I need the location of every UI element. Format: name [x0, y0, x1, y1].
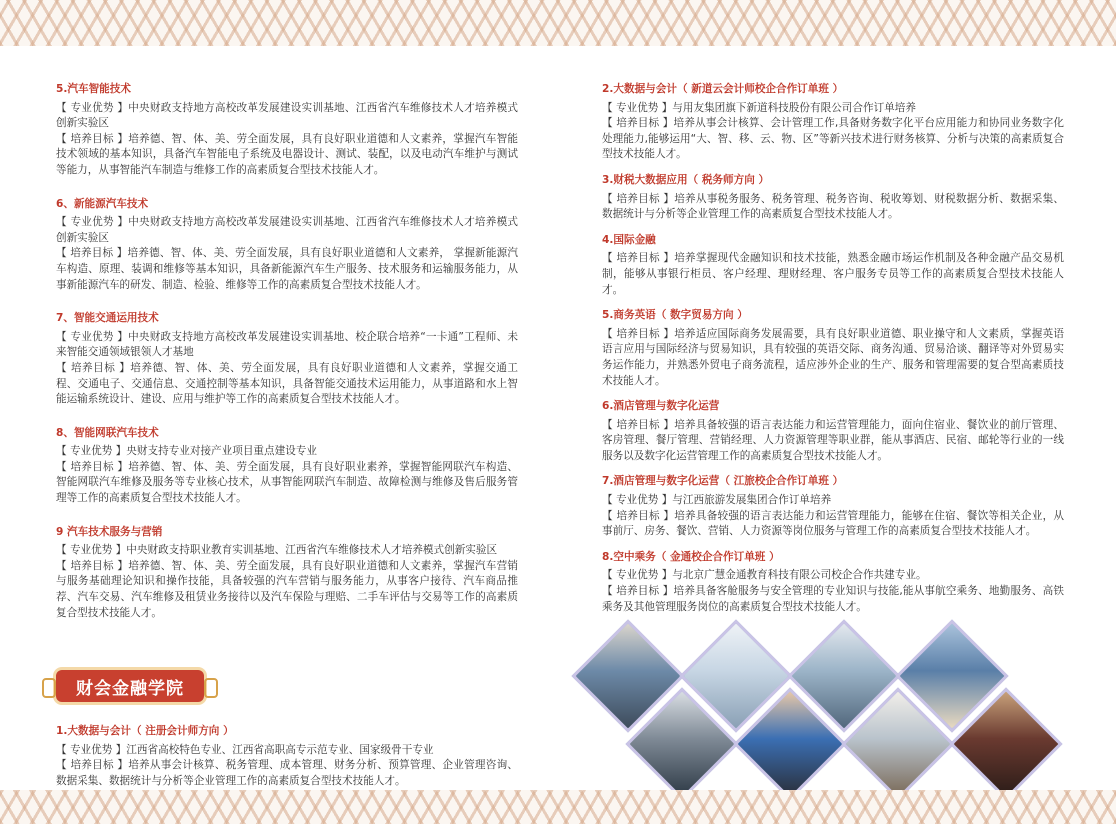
section-paragraph: 【 专业优势 】中央财政支持地方高校改革发展建设实训基地、江西省汽车维修技术人才培养模式创新实验区 — [56, 101, 518, 130]
program-section — [602, 173, 1064, 223]
school-name-banner: 财会金融学院 — [56, 670, 204, 702]
section-paragraph: 【 培养目标 】培养具备客舱服务与安全管理的专业知识与技能,能从事航空乘务、地勤服务、高铁乘务及其他管理服务岗位的高素质复合型技术技能人才。 — [602, 585, 1064, 613]
section-title: 3.财税大数据应用（ 税务师方向 ） — [602, 173, 770, 186]
section-paragraph: 【 专业优势 】与北京广慧金通教育科技有限公司校企合作共建专业。 — [602, 569, 927, 582]
section-paragraph: 【 培养目标 】培养适应国际商务发展需要，具有良好职业道德、职业操守和人文素质，掌握英语语言应用与国际经济与贸易知识，具有较强的英语交际、商务沟通、贸易洽谈、翻译等对外贸易实务运作能力，并熟悉外贸电子商务流程，适应涉外企业的生产、服务和管理需要的复合型高素质技术技能人才。 — [602, 327, 1064, 387]
section-paragraph: 【 专业优势 】中央财政支持地方高校改革发展建设实训基地、江西省汽车维修技术人才培养模式创新实验区 — [56, 216, 518, 244]
section-paragraph: 【 专业优势 】央财支持专业对接产业项目重点建设专业 — [56, 445, 317, 458]
section-title: 8、智能网联汽车技术 — [56, 426, 159, 439]
program-section — [56, 426, 518, 507]
section-paragraph: 【 培养目标 】培养具备较强的语言表达能力和运营管理能力，面向住宿业、餐饮业的前厅管理、客房管理、餐厅管理、营销经理、人力资源管理等职业群，能从事酒店、民宿、邮轮等行业的一线服务以及数字化运营管理工作的高素质复合型技术技能人才。 — [602, 418, 1064, 462]
program-section — [602, 233, 1064, 298]
bottom-left-section — [56, 724, 518, 789]
decorative-top-border — [0, 0, 1116, 46]
section-paragraph: 【 专业优势 】与用友集团旗下新道科技股份有限公司合作订单培养 — [602, 101, 916, 114]
program-section — [56, 525, 518, 622]
section-title: 5.商务英语（ 数字贸易方向 ） — [602, 309, 748, 322]
program-section — [56, 311, 518, 408]
section-title: 4.国际金融 — [602, 233, 656, 246]
section-paragraph: 【 培养目标 】培养从事税务服务、税务管理、税务咨询、税收筹划、财税数据分析、数据采集、数据统计与分析等企业管理工作的高素质复合型技术技能人才。 — [602, 192, 1064, 221]
section-paragraph: 【 培养目标 】培养德、智、体、美、劳全面发展，具有良好职业道德和人文素养， 掌握新能源汽车构造、原理、装调和维修等基本知识，具备新能源汽车生产服务、技术服务和运输服务能力，从事新能源汽车的研发、制造、检验、维修等工作的高素质复合型技术技能人才。 — [56, 247, 518, 291]
photo-gallery — [570, 626, 1040, 786]
section-paragraph: 【 专业优势 】与江西旅游发展集团合作订单培养 — [602, 494, 832, 507]
section-paragraph: 【 培养目标 】培养德、智、体、美、劳全面发展，具有良好职业素养，掌握智能网联汽车构造、智能网联汽车维修及服务等专业核心技术，从事智能网联汽车制造、故障检测与维修及售后服务管理等工作的高素质复合型技术技能人才。 — [56, 460, 518, 505]
section-paragraph: 【 专业优势 】江西省高校特色专业、江西省高职高专示范专业、国家级骨干专业 — [56, 743, 434, 756]
program-section — [56, 82, 518, 179]
program-section — [602, 82, 1064, 163]
program-section — [56, 197, 518, 294]
section-title: 6.酒店管理与数字化运营 — [602, 400, 720, 413]
section-title: 2.大数据与会计（ 新道云会计师校企合作订单班 ） — [602, 83, 844, 95]
section-title: 7、智能交通运用技术 — [56, 312, 159, 325]
right-column — [602, 82, 1064, 625]
section-paragraph: 【 培养目标 】培养掌握现代金融知识和技术技能，熟悉金融市场运作机制及各种金融产品交易机制，能够从事银行柜员、客户经理、理财经理、客户服务专员等工作的高素质复合型技术技能人才。 — [602, 252, 1064, 296]
section-paragraph: 【 专业优势 】中央财政支持地方高校改革发展建设实训基地、校企联合培养“一卡通”工程师、未来智能交通领域银领人才基地 — [56, 330, 518, 359]
section-paragraph: 【 培养目标 】培养德、智、体、美、劳全面发展，具有良好职业道德和人文素养，掌握汽车智能技术领域的基本知识，具备汽车智能电子系统及电器设计、测试、装配，以及电动汽车维护与测试等能力，从事智能汽车制造与维修工作的高素质复合型技术技能人才。 — [56, 132, 518, 176]
left-column — [56, 82, 518, 639]
program-section — [602, 550, 1064, 615]
decorative-bottom-border — [0, 790, 1116, 824]
section-title: 6、新能源汽车技术 — [56, 197, 149, 210]
section-title: 9 汽车技术服务与营销 — [56, 525, 163, 538]
section-title: 5.汽车智能技术 — [56, 83, 131, 95]
program-section — [602, 399, 1064, 464]
program-section — [602, 308, 1064, 389]
section-paragraph: 【 专业优势 】中央财政支持职业教育实训基地、江西省汽车维修技术人才培养模式创新实验区 — [56, 544, 498, 557]
section-paragraph: 【 培养目标 】培养具备较强的语言表达能力和运营管理能力，能够在住宿、餐饮等相关企业，从事前厅、房务、餐饮、营销、人力资源等岗位服务与管理工作的高素质复合型技术技能人才。 — [602, 509, 1064, 538]
section-paragraph: 【 培养目标 】培养德、智、体、美、劳全面发展，具有良好职业道德和人文素养，掌握汽车营销与服务基础理论知识和操作技能，具备较强的汽车营销与服务能力，从事客户接待、汽车商品推荐、汽车交易、汽车维修及租赁业务接待以及汽车保险与理赔、二手车评估与交易等工作的高素质复合型技术技能人才。 — [56, 559, 518, 619]
section-title: 8.空中乘务（ 金通校企合作订单班 ） — [602, 550, 780, 563]
section-title: 7.酒店管理与数字化运营（ 江旅校企合作订单班 ） — [602, 475, 844, 488]
section-paragraph: 【 培养目标 】培养德、智、体、美、劳全面发展，具有良好职业道德和人文素养，掌握交通工程、交通电子、交通信息、交通控制等基本知识，具备智能交通技术运用能力，从事道路和水上智能运输系统设计、建设、应用与维护等工作的高素质复合型技术技能人才。 — [56, 361, 518, 406]
section-title: 1.大数据与会计（ 注册会计师方向 ） — [56, 725, 234, 737]
program-section — [602, 474, 1064, 539]
section-paragraph: 【 培养目标 】培养从事会计核算、税务管理、成本管理、财务分析、预算管理、企业管理咨询、数据采集、数据统计与分析等企业管理工作的高素质复合型技术技能人才。 — [56, 759, 518, 787]
section-paragraph: 【 培养目标 】培养从事会计核算、会计管理工作,具备财务数字化平台应用能力和协同业务数字化处理能力,能够运用“大、智、移、云、物、区”等新兴技术进行财务核算、分析与决策的高素质复合型技术技能人才。 — [602, 117, 1064, 161]
